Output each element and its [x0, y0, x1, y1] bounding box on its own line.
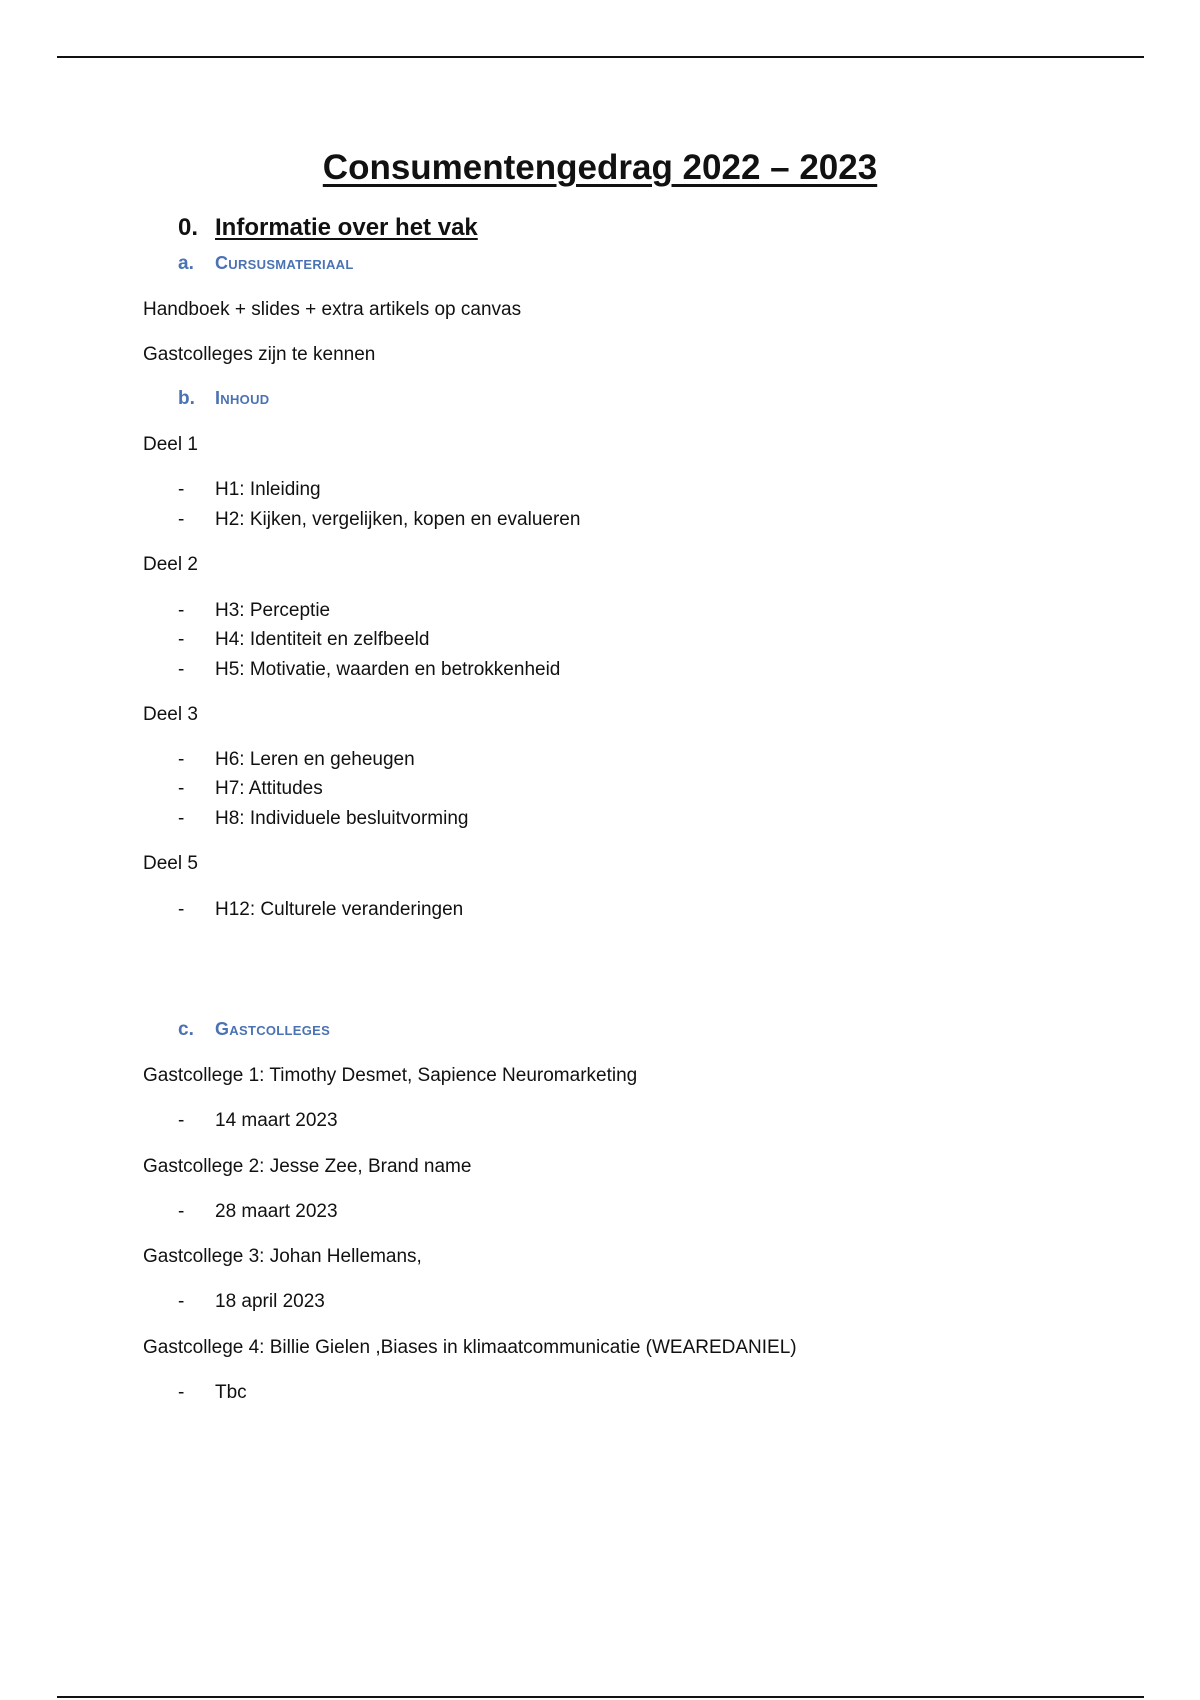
subsection-b-heading: [178, 388, 269, 410]
list-item-text: H2: Kijken, vergelijken, kopen en evalueren: [215, 509, 581, 530]
list-item: [178, 599, 330, 623]
subsection-label: Inhoud: [215, 388, 270, 408]
section-title: Informatie over het vak: [215, 214, 478, 241]
guest-lecture-title: Gastcollege 3: Johan Hellemans,: [143, 1246, 422, 1267]
bullet: -: [178, 600, 185, 621]
bottom-rule: [57, 1696, 1144, 1698]
bullet: -: [178, 899, 185, 920]
part-label: Deel 3: [143, 704, 198, 725]
part-label: Deel 1: [143, 434, 198, 455]
guest-lecture-title: Gastcollege 1: Timothy Desmet, Sapience Neuromarketing: [143, 1065, 638, 1086]
guest-lecture-title: Gastcollege 2: Jesse Zee, Brand name: [143, 1156, 472, 1177]
bullet: -: [178, 778, 185, 799]
list-item: [178, 658, 560, 682]
bullet: -: [178, 509, 185, 530]
document-title: Consumentengedrag 2022 – 2023: [322, 148, 878, 187]
bullet: -: [178, 479, 185, 500]
paragraph: Handboek + slides + extra artikels op canvas: [143, 299, 522, 320]
bullet: -: [178, 1291, 185, 1312]
bullet: -: [178, 629, 185, 650]
guest-lecture-title: Gastcollege 4: Billie Gielen ,Biases in klimaatcommunicatie (WEAREDANIEL): [143, 1337, 797, 1358]
bullet: -: [178, 659, 185, 680]
bullet: -: [178, 1110, 185, 1131]
list-item-text: H4: Identiteit en zelfbeeld: [215, 629, 430, 650]
guest-lecture-date: [178, 1381, 247, 1405]
guest-lecture-date: [178, 1109, 338, 1133]
list-item: [178, 748, 415, 772]
list-item: [178, 628, 429, 652]
subsection-label: Gastcolleges: [215, 1019, 331, 1039]
part-label: Deel 5: [143, 853, 198, 874]
subsection-a-heading: [178, 253, 354, 275]
list-item-text: 14 maart 2023: [215, 1110, 338, 1131]
list-item-text: H6: Leren en geheugen: [215, 749, 415, 770]
part-label: Deel 2: [143, 554, 198, 575]
section-number: 0.: [178, 214, 199, 241]
list-item-text: 18 april 2023: [215, 1291, 325, 1312]
section-0-heading: [178, 214, 478, 242]
list-item: [178, 807, 468, 831]
subsection-letter: c.: [178, 1019, 194, 1040]
list-item: [178, 777, 323, 801]
subsection-label: Cursusmateriaal: [215, 253, 354, 273]
guest-lecture-date: [178, 1290, 325, 1314]
subsection-c-heading: [178, 1019, 330, 1041]
bullet: -: [178, 1382, 185, 1403]
list-item-text: H1: Inleiding: [215, 479, 321, 500]
list-item-text: H12: Culturele veranderingen: [215, 899, 464, 920]
subsection-letter: b.: [178, 388, 195, 409]
list-item: [178, 898, 463, 922]
bullet: -: [178, 808, 185, 829]
list-item-text: Tbc: [215, 1382, 247, 1403]
list-item: [178, 508, 580, 532]
bullet: -: [178, 749, 185, 770]
list-item-text: 28 maart 2023: [215, 1201, 338, 1222]
top-rule: [57, 56, 1144, 58]
list-item: [178, 478, 321, 502]
list-item-text: H7: Attitudes: [215, 778, 323, 799]
list-item-text: H5: Motivatie, waarden en betrokkenheid: [215, 659, 561, 680]
list-item-text: H8: Individuele besluitvorming: [215, 808, 469, 829]
guest-lecture-date: [178, 1200, 338, 1224]
bullet: -: [178, 1201, 185, 1222]
paragraph: Gastcolleges zijn te kennen: [143, 344, 376, 365]
list-item-text: H3: Perceptie: [215, 600, 331, 621]
subsection-letter: a.: [178, 253, 194, 274]
